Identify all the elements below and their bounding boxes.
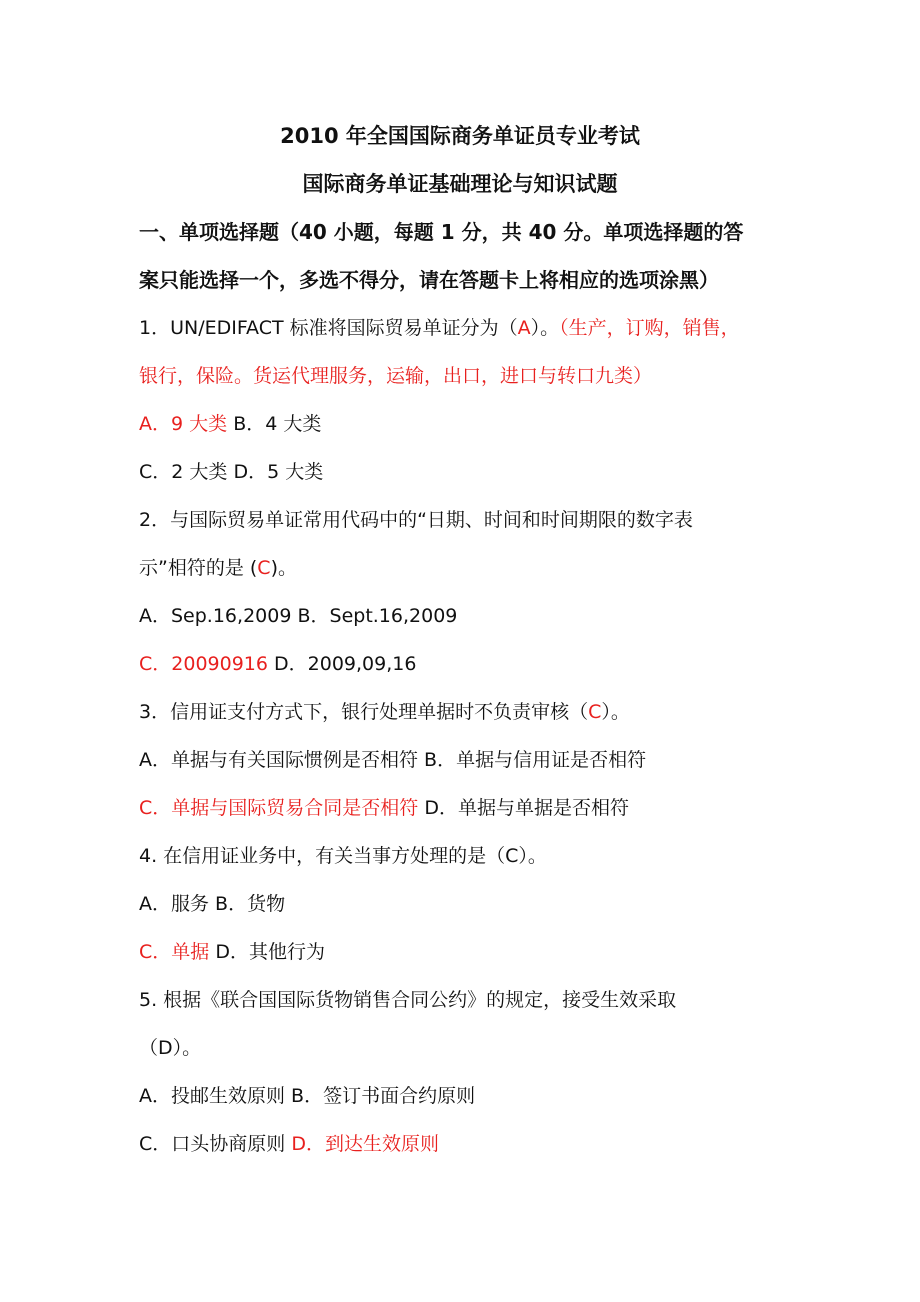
question-2-option-c: C．20090916 — [139, 653, 268, 675]
question-4-option-d: D．其他行为 — [215, 941, 325, 963]
section-heading-cont: 案只能选择一个，多选不得分，请在答题卡上将相应的选项涂黑） — [139, 268, 719, 292]
document-subtitle: 国际商务单证基础理论与知识试题 — [302, 172, 618, 196]
question-2-stem: 2．与国际贸易单证常用代码中的“日期、时间和时间期限的数字表 — [139, 509, 693, 531]
question-5-option-d: D．到达生效原则 — [291, 1133, 439, 1155]
question-5-option-a: A．投邮生效原则 — [139, 1085, 285, 1107]
question-5-stem: 5. 根据《联合国国际货物销售合同公约》的规定，接受生效采取 — [139, 989, 677, 1011]
question-3-option-a: A．单据与有关国际惯例是否相符 — [139, 749, 418, 771]
question-4-option-a: A．服务 — [139, 893, 209, 915]
question-1-note-cont: 银行，保险。货运代理服务，运输，出口，进口与转口九类） — [139, 365, 653, 387]
question-2-options-cd — [139, 650, 789, 678]
question-5-option-c: C．口头协商原则 — [139, 1133, 286, 1155]
question-4-option-b: B．货物 — [215, 893, 286, 915]
question-4-options-cd — [139, 938, 789, 966]
question-3-options-cd — [139, 794, 789, 822]
document-title: 2010 年全国国际商务单证员专业考试 — [280, 124, 640, 148]
question-2-option-a: A．Sep.16,2009 — [139, 605, 292, 627]
question-5-option-b: B．签订书面合约原则 — [291, 1085, 476, 1107]
question-3-option-c: C．单据与国际贸易合同是否相符 — [139, 797, 419, 819]
question-1-stem: 1．UN/EDIFACT 标准将国际贸易单证分为（A）。（生产，订购，销售， — [139, 317, 740, 339]
question-2-option-d: D．2009,09,16 — [274, 653, 417, 675]
question-5-options-ab — [139, 1082, 789, 1110]
question-5-stem-cont: （D）。 — [139, 1037, 202, 1059]
question-1-option-b: B．4 大类 — [233, 413, 322, 435]
question-1-option-a: A．9 大类 — [139, 413, 228, 435]
question-3-option-d: D．单据与单据是否相符 — [424, 797, 629, 819]
question-3-answer: C — [588, 701, 602, 723]
question-1-answer: A — [517, 317, 531, 339]
section-heading: 一、单项选择题（40 小题，每题 1 分，共 40 分。单项选择题的答 — [139, 220, 744, 244]
question-4-stem: 4. 在信用证业务中，有关当事方处理的是（C）。 — [139, 845, 547, 867]
question-3-option-b: B．单据与信用证是否相符 — [424, 749, 647, 771]
question-2-options-ab — [139, 602, 789, 630]
question-1-note: （生产，订购，销售， — [559, 317, 740, 339]
question-4-options-ab — [139, 890, 789, 918]
question-1-options-ab — [139, 410, 789, 438]
question-1-options-cd — [139, 458, 789, 486]
question-1-option-d: D．5 大类 — [233, 461, 324, 483]
question-3-stem: 3．信用证支付方式下，银行处理单据时不负责审核（C）。 — [139, 701, 630, 723]
question-2-answer: C — [257, 557, 271, 579]
question-3-options-ab — [139, 746, 789, 774]
question-5-options-cd — [139, 1130, 789, 1158]
question-2-option-b: B．Sept.16,2009 — [297, 605, 458, 627]
question-1-option-c: C．2 大类 — [139, 461, 228, 483]
question-2-stem-cont: 示”相符的是 (C)。 — [139, 557, 297, 579]
question-4-option-c: C．单据 — [139, 941, 210, 963]
